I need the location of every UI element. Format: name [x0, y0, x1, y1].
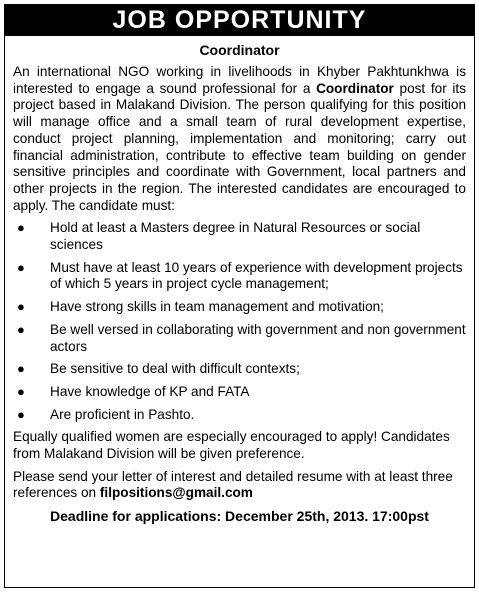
email-address[interactable]: filpositions@gmail.com: [99, 485, 253, 501]
job-opportunity-banner: JOB OPPORTUNITY: [5, 5, 474, 36]
job-advertisement: [4, 4, 475, 588]
requirement-text: Must have at least 10 years of experience with development projects of which 5 years in project cycle management;: [50, 259, 463, 292]
requirement-text: Be well versed in collaborating with government and non government actors: [50, 321, 466, 354]
requirement-item: [13, 407, 466, 424]
intro-paragraph: [13, 64, 466, 214]
application-deadline: Deadline for applications: December 25th, 2013. 17:00pst: [50, 508, 429, 525]
bullet-icon: ●: [17, 321, 25, 337]
bullet-icon: ●: [17, 220, 25, 236]
ad-content: [5, 64, 474, 525]
bullet-icon: ●: [17, 406, 25, 422]
requirement-item: [13, 220, 466, 253]
requirement-text: Have knowledge of KP and FATA: [50, 383, 250, 399]
requirement-item: [13, 361, 466, 378]
requirement-item: [13, 384, 466, 401]
equal-opportunity-statement: Equally qualified women are especially encouraged to apply! Candidates from Malakand Division will be given preference.: [13, 429, 450, 462]
intro-text-start: An international NGO working in livelihoods in Khyber Pakhtunkhwa is interested to engage a sound professional for a: [13, 64, 466, 96]
requirement-text: Hold at least a Masters degree in Natural Resources or social sciences: [50, 220, 421, 253]
requirement-item: [13, 260, 466, 293]
bullet-icon: ●: [17, 383, 25, 399]
intro-text-bold: Coordinator: [316, 80, 394, 96]
requirements-list: [13, 220, 466, 423]
application-text: Please send your letter of interest and detailed resume with at least three references on: [13, 468, 453, 501]
requirement-item: [13, 322, 466, 355]
position-title: Coordinator: [199, 42, 280, 58]
application-instructions: [13, 469, 466, 502]
requirement-text: Be sensitive to deal with difficult contexts;: [50, 361, 300, 377]
bullet-icon: ●: [17, 299, 25, 315]
requirement-item: [13, 299, 466, 316]
requirement-text: Have strong skills in team management and motivation;: [50, 299, 384, 315]
bullet-icon: ●: [17, 361, 25, 377]
intro-text-end: post for its project based in Malakand Division. The person qualifying for this position will manage office and a small team of rural development expertise, conduct project planning, implementation and monitoring; carry out financial administration, contribute to effective team building on gender sensitive principles and coordinate with Government, local partners and other projects in the region. The interested candidates are encouraged to apply. The candidate must:: [13, 80, 466, 213]
bullet-icon: ●: [17, 259, 25, 275]
requirement-text: Are proficient in Pashto.: [50, 406, 195, 422]
